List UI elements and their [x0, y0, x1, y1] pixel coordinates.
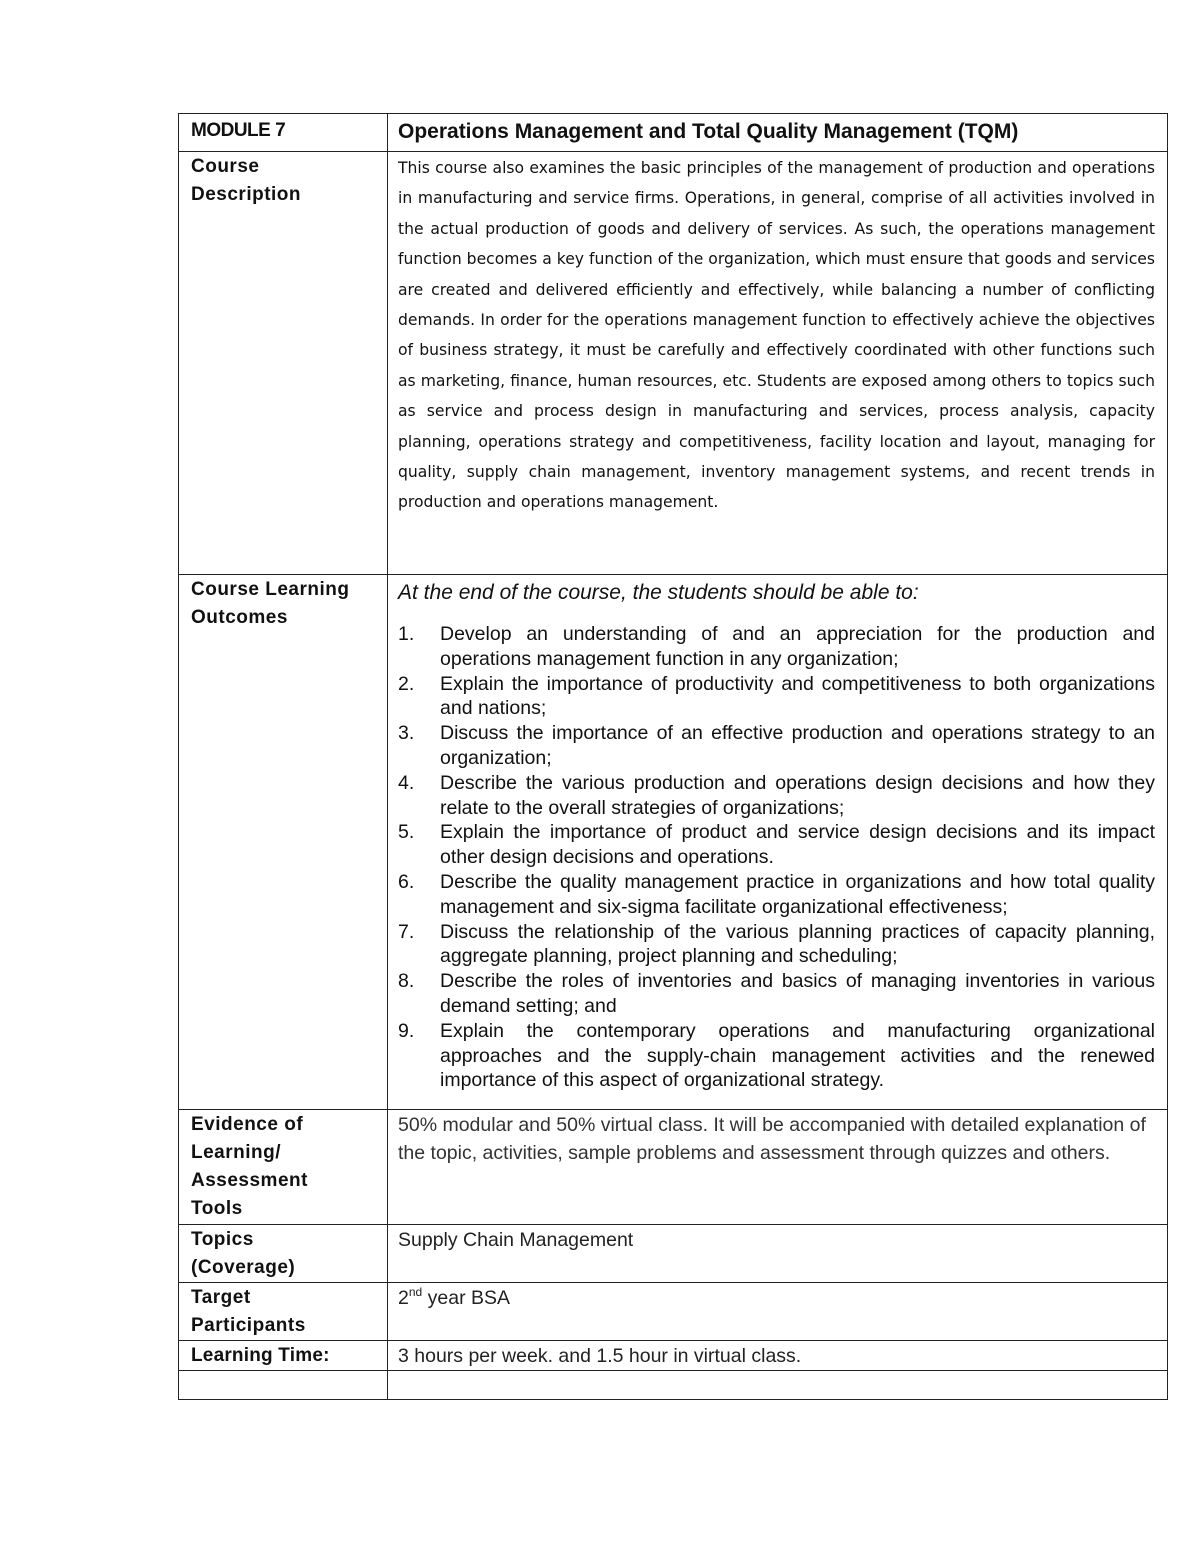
evidence-label-cell [179, 1110, 388, 1225]
evidence-label-line4: Tools [191, 1198, 243, 1219]
target-year-rest: year BSA [422, 1287, 511, 1309]
list-item [398, 672, 1155, 722]
list-item-number: 7. [398, 920, 415, 943]
evidence-row [179, 1110, 1168, 1225]
target-cell [388, 1283, 1168, 1341]
target-text [388, 1283, 1167, 1312]
list-item-number: 9. [398, 1019, 415, 1042]
module-row [179, 114, 1168, 152]
list-item-number: 5. [398, 821, 415, 844]
module-title: Operations Management and Total Quality Management (TQM) [398, 120, 1019, 143]
list-item-text: Describe the various production and operations design decisions and how they relate to the overall strategies of organizations; [440, 771, 1155, 819]
learning-time-label-cell [179, 1341, 388, 1371]
list-item-text: Discuss the importance of an effective production and operations strategy to an organization; [440, 722, 1155, 769]
module-syllabus-table [178, 113, 1168, 1400]
evidence-text: 50% modular and 50% virtual class. It will be accompanied with detailed explanation of the topic, activities, sample problems and assessment through quizzes and others. [398, 1114, 1146, 1164]
list-item [398, 920, 1155, 970]
list-item [398, 820, 1155, 870]
learning-outcomes-row [179, 575, 1168, 1110]
topics-row [179, 1225, 1168, 1283]
topics-label-cell [179, 1225, 388, 1283]
list-item-text: Describe the roles of inventories and basics of managing inventories in various demand setting; and [440, 970, 1155, 1017]
course-description-cell [388, 152, 1168, 575]
topics-label-line1: Topics [191, 1229, 254, 1250]
list-item-number: 1. [398, 623, 415, 645]
learning-outcomes-label-line2: Outcomes [191, 607, 288, 628]
list-item-text: Develop an understanding of and an appreciation for the production and operations management function in any organization; [440, 623, 1155, 670]
learning-time-cell [388, 1341, 1168, 1371]
target-label-line1: Target [191, 1287, 251, 1308]
list-item-text: Discuss the relationship of the various planning practices of capacity planning, aggregate planning, project planning and scheduling; [440, 920, 1155, 968]
course-description-row [179, 152, 1168, 575]
list-item [398, 721, 1155, 771]
list-item-number: 8. [398, 970, 415, 993]
list-item-text: Explain the importance of productivity and competitiveness to both organizations and nations; [440, 672, 1155, 720]
learning-outcomes-list [388, 622, 1167, 1093]
learning-outcomes-label-line1: Course Learning [191, 579, 350, 600]
learning-outcomes-label-cell [179, 575, 388, 1110]
target-year-number: 2 [398, 1287, 409, 1309]
course-description-text: This course also examines the basic principles of the management of production and operations in manufacturing and service firms. Operations, in general, comprise of all activities involved in the actual production of goods and delivery of services. As such, the operations management function becomes a key function of the organization, which must ensure that goods and services are created and delivered efficiently and effectively, while balancing a number of conflicting demands. In order for the operations management function to effectively achieve the objectives of business strategy, it must be carefully and effectively coordinated with other functions such as marketing, finance, human resources, etc. Students are exposed among others to topics such as service and process design in manufacturing and services, process analysis, capacity planning, operations strategy and competitiveness, facility location and layout, managing for quality, supply chain management, inventory management systems, and recent trends in production and operations management. [398, 159, 1155, 512]
topics-label-line2: (Coverage) [191, 1257, 296, 1278]
course-description-label-line2: Description [191, 184, 302, 205]
evidence-label-line3: Assessment [191, 1170, 308, 1191]
empty-cell [179, 1371, 388, 1400]
list-item-number: 3. [398, 722, 415, 745]
topics-text: Supply Chain Management [398, 1229, 634, 1251]
course-description-label-cell [179, 152, 388, 575]
module-label-cell [179, 114, 388, 152]
target-year-suffix: nd [408, 1284, 423, 1299]
target-row [179, 1283, 1168, 1341]
module-label: MODULE 7 [191, 120, 286, 141]
course-description-label [179, 152, 387, 209]
target-label-cell [179, 1283, 388, 1341]
learning-time-text: 3 hours per week. and 1.5 hour in virtual class. [398, 1345, 802, 1367]
list-item [398, 1019, 1155, 1093]
learning-outcomes-label [179, 575, 387, 632]
empty-cell [388, 1371, 1168, 1400]
list-item [398, 870, 1155, 920]
learning-time-row [179, 1341, 1168, 1371]
list-item-text: Explain the contemporary operations and manufacturing organizational approaches and the supply-chain management activities and the renewed importance of this aspect of organizational strategy. [440, 1019, 1155, 1092]
topics-label [179, 1225, 387, 1282]
empty-row [179, 1371, 1168, 1400]
course-description-label-line1: Course [191, 156, 260, 177]
evidence-label-line1: Evidence of [191, 1114, 304, 1135]
list-item-number: 2. [398, 672, 415, 695]
learning-outcomes-cell [388, 575, 1168, 1110]
list-item-text: Explain the importance of product and service design decisions and its impact other design decisions and operations. [440, 821, 1155, 869]
evidence-label [179, 1110, 387, 1223]
target-label-line2: Participants [191, 1315, 306, 1336]
topics-cell [388, 1225, 1168, 1283]
evidence-label-line2: Learning/ [191, 1142, 282, 1163]
list-item [398, 622, 1155, 672]
list-item-number: 6. [398, 870, 415, 893]
list-item-text: Describe the quality management practice in organizations and how total quality management and six-sigma facilitate organizational effectiveness; [440, 870, 1155, 918]
list-item-number: 4. [398, 771, 415, 794]
list-item [398, 771, 1155, 821]
list-item [398, 969, 1155, 1019]
evidence-cell [388, 1110, 1168, 1225]
learning-outcomes-intro: At the end of the course, the students should be able to: [398, 581, 919, 604]
module-title-cell [388, 114, 1168, 152]
target-label [179, 1283, 387, 1340]
learning-time-label: Learning Time: [191, 1345, 330, 1366]
